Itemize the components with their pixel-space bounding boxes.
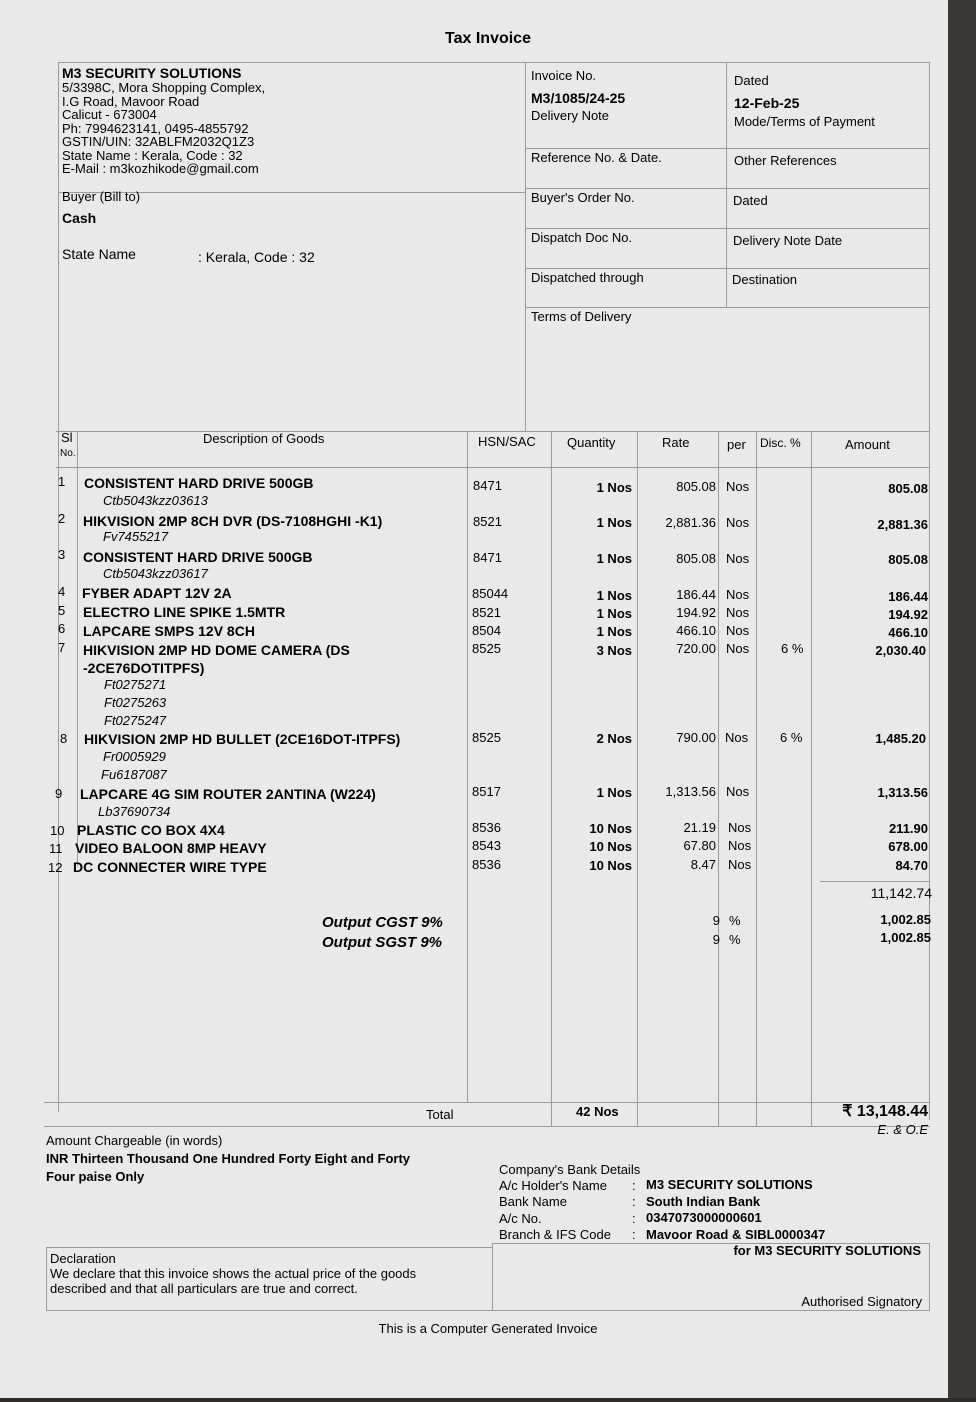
bank-name-label: Bank Name <box>499 1194 567 1209</box>
item-sl: 3 <box>58 547 66 562</box>
hline <box>525 188 930 189</box>
hline <box>525 268 930 269</box>
item-hsn: 8521 <box>472 605 501 620</box>
item-hsn: 8504 <box>472 623 501 638</box>
colon: : <box>632 1211 636 1226</box>
item-description: PLASTIC CO BOX 4X4 <box>77 822 225 838</box>
item-amount: 2,030.40 <box>875 643 926 658</box>
col-desc <box>467 431 468 1103</box>
item-description: CONSISTENT HARD DRIVE 500GB <box>83 549 313 565</box>
declaration-divider <box>492 1243 493 1311</box>
item-amount: 1,313.56 <box>877 785 928 800</box>
declaration-text-cont: described and that all particulars are true and correct. <box>50 1281 358 1296</box>
item-disc: 6 % <box>780 730 803 745</box>
item-amount: 466.10 <box>888 625 928 640</box>
item-serial: Lb37690734 <box>98 804 171 819</box>
item-rate: 67.80 <box>683 838 716 853</box>
item-hsn: 8525 <box>472 641 501 656</box>
amount-in-words: INR Thirteen Thousand One Hundred Forty Eight and Forty <box>46 1151 410 1166</box>
colon: : <box>632 1227 636 1242</box>
item-sl: 4 <box>58 584 66 599</box>
item-sl: 5 <box>58 603 66 618</box>
signature-right <box>929 1243 930 1311</box>
buyer-state-label: State Name <box>62 246 136 262</box>
sgst-amount: 1,002.85 <box>880 930 931 945</box>
item-per: Nos <box>726 479 750 494</box>
signature-for: for M3 SECURITY SOLUTIONS <box>733 1243 921 1258</box>
item-per: Nos <box>728 857 752 872</box>
item-qty: 1 Nos <box>596 551 632 566</box>
item-rate: 805.08 <box>676 551 716 566</box>
col-header-qty: Quantity <box>567 435 616 450</box>
item-description: DC CONNECTER WIRE TYPE <box>73 859 267 875</box>
item-per: Nos <box>726 551 750 566</box>
buyer-name: Cash <box>62 210 97 226</box>
header-divider <box>525 62 526 432</box>
item-qty: 1 Nos <box>596 785 632 800</box>
col-disc <box>811 431 812 1127</box>
item-rate: 466.10 <box>676 623 716 638</box>
item-rate: 194.92 <box>676 605 716 620</box>
item-per: Nos <box>726 641 750 656</box>
item-qty: 1 Nos <box>596 606 632 621</box>
dispatch-doc: Dispatch Doc No. <box>531 230 633 245</box>
invoice-no: M3/1085/24-25 <box>531 90 626 106</box>
col-header-per: per <box>727 437 746 452</box>
item-serial: Ft0275271 <box>104 677 167 692</box>
item-per: Nos <box>728 820 752 835</box>
item-qty: 3 Nos <box>596 643 632 658</box>
branch-label: Branch & IFS Code <box>499 1227 611 1242</box>
seller-gstin: GSTIN/UIN: 32ABLFM2032Q1Z3 <box>62 134 255 149</box>
item-description: CONSISTENT HARD DRIVE 500GB <box>84 475 314 491</box>
item-serial: Ctb5043kzz03613 <box>103 493 208 508</box>
item-rate: 186.44 <box>676 587 716 602</box>
item-rate: 21.19 <box>683 820 716 835</box>
item-description: ELECTRO LINE SPIKE 1.5MTR <box>83 604 286 620</box>
item-serial: Ft0275263 <box>104 695 167 710</box>
subtotal-line <box>820 881 930 882</box>
hline <box>525 228 930 229</box>
item-sl: 7 <box>58 640 66 655</box>
item-description-cont: -2CE76DOTITPFS) <box>83 660 205 676</box>
item-qty: 1 Nos <box>596 624 632 639</box>
page-title: Tax Invoice <box>445 30 531 47</box>
item-hsn: 8471 <box>473 478 502 493</box>
item-per: Nos <box>725 730 749 745</box>
table-header-bottom <box>56 467 930 468</box>
branch: Mavoor Road & SIBL0000347 <box>646 1227 826 1242</box>
delivery-note-date: Delivery Note Date <box>733 233 843 248</box>
total-qty: 42 Nos <box>576 1104 619 1119</box>
cgst-label: Output CGST 9% <box>322 914 443 931</box>
destination: Destination <box>732 272 798 287</box>
item-serial: Fu6187087 <box>101 767 167 782</box>
item-description: HIKVISION 2MP 8CH DVR (DS-7108HGHI -K1) <box>83 513 383 529</box>
seller-name: M3 SECURITY SOLUTIONS <box>62 65 242 81</box>
item-per: Nos <box>726 605 750 620</box>
item-hsn: 8536 <box>472 857 501 872</box>
item-rate: 720.00 <box>676 641 716 656</box>
dated-label: Dated <box>734 73 769 88</box>
bottom-line <box>46 1310 930 1311</box>
item-qty: 10 Nos <box>589 839 632 854</box>
footer-note: This is a Computer Generated Invoice <box>378 1321 598 1336</box>
item-sl: 6 <box>58 621 66 636</box>
item-amount: 805.08 <box>888 552 928 567</box>
item-qty: 1 Nos <box>596 515 632 530</box>
seller-address: I.G Road, Mavoor Road <box>62 93 200 109</box>
buyers-order: Buyer's Order No. <box>531 190 635 205</box>
item-amount: 678.00 <box>888 839 928 854</box>
colon: : <box>632 1194 636 1209</box>
declaration-label: Declaration <box>50 1251 116 1266</box>
col-header-amount: Amount <box>845 437 890 452</box>
item-sl: 8 <box>60 731 68 746</box>
item-description: HIKVISION 2MP HD DOME CAMERA (DS <box>83 642 350 658</box>
col-header-sl: Sl <box>61 430 73 445</box>
acno-label: A/c No. <box>499 1211 542 1226</box>
col-sl <box>77 431 78 866</box>
item-amount: 211.90 <box>888 821 928 836</box>
seller-email: E-Mail : m3kozhikode@gmail.com <box>62 161 259 176</box>
seller-state: State Name : Kerala, Code : 32 <box>62 147 243 163</box>
col-hsn <box>551 431 552 1127</box>
item-amount: 194.92 <box>888 607 928 622</box>
item-description: HIKVISION 2MP HD BULLET (2CE16DOT-ITPFS) <box>84 731 401 747</box>
sgst-unit: % <box>729 932 741 947</box>
col-per <box>756 431 757 1127</box>
seller-address: 5/3398C, Mora Shopping Complex, <box>62 80 266 95</box>
seller-phone: Ph: 7994623141, 0495-4855792 <box>62 120 249 136</box>
item-serial: Fr0005929 <box>103 749 166 764</box>
page-edge <box>948 0 976 1402</box>
item-qty: 2 Nos <box>596 731 632 746</box>
col-qty <box>637 431 638 1127</box>
total-top-line <box>44 1102 930 1103</box>
declaration-top <box>46 1247 492 1248</box>
eoe: E. & O.E <box>877 1122 928 1137</box>
item-serial: Ctb5043kzz03617 <box>103 566 208 581</box>
col-header-desc: Description of Goods <box>203 431 325 446</box>
col-header-rate: Rate <box>662 435 690 450</box>
item-hsn: 85044 <box>472 586 509 601</box>
item-sl: 10 <box>50 823 65 838</box>
item-description: VIDEO BALOON 8MP HEAVY <box>75 840 267 856</box>
item-qty: 1 Nos <box>596 480 632 495</box>
cgst-unit: % <box>729 913 741 928</box>
item-qty: 10 Nos <box>589 858 632 873</box>
header-mid-divider <box>726 62 727 308</box>
item-disc: 6 % <box>781 641 804 656</box>
item-amount: 186.44 <box>888 589 928 604</box>
item-rate: 790.00 <box>676 730 716 745</box>
item-per: Nos <box>726 623 750 638</box>
buyer-label: Buyer (Bill to) <box>62 189 141 204</box>
declaration-text: We declare that this invoice shows the actual price of the goods <box>50 1266 417 1281</box>
cgst-amount: 1,002.85 <box>880 912 931 927</box>
bank-holder-label: A/c Holder's Name <box>499 1178 607 1193</box>
hline <box>525 148 930 149</box>
delivery-note: Delivery Note <box>531 108 610 123</box>
bank-name: South Indian Bank <box>646 1194 761 1209</box>
authorised-signatory: Authorised Signatory <box>801 1294 922 1309</box>
item-hsn: 8471 <box>473 550 502 565</box>
invoice-date: 12-Feb-25 <box>734 95 800 111</box>
dispatched-through: Dispatched through <box>531 270 644 285</box>
item-sl: 11 <box>49 841 63 856</box>
sgst-rate: 9 <box>712 932 720 947</box>
bank-title: Company's Bank Details <box>499 1162 641 1177</box>
other-references: Other References <box>734 153 837 168</box>
words-label: Amount Chargeable (in words) <box>46 1133 223 1148</box>
item-sl: 9 <box>55 786 63 801</box>
item-description: LAPCARE 4G SIM ROUTER 2ANTINA (W224) <box>80 786 376 802</box>
item-serial: Fv7455217 <box>103 529 169 544</box>
col-header-hsn: HSN/SAC <box>478 434 536 449</box>
item-qty: 10 Nos <box>589 821 632 836</box>
item-serial: Ft0275247 <box>104 713 167 728</box>
item-qty: 1 Nos <box>596 588 632 603</box>
frame-right <box>929 62 930 1120</box>
item-hsn: 8517 <box>472 784 501 799</box>
sgst-label: Output SGST 9% <box>322 934 442 951</box>
item-per: Nos <box>728 838 752 853</box>
item-hsn: 8525 <box>472 730 501 745</box>
item-rate: 8.47 <box>690 857 716 872</box>
colon: : <box>632 1178 636 1193</box>
item-description: LAPCARE SMPS 12V 8CH <box>83 623 255 639</box>
item-sl: 12 <box>48 860 63 875</box>
reference-no: Reference No. & Date. <box>531 150 662 165</box>
item-hsn: 8521 <box>473 514 502 529</box>
item-amount: 2,881.36 <box>877 517 928 532</box>
table-top <box>56 431 930 432</box>
item-per: Nos <box>726 587 750 602</box>
col-header-disc: Disc. % <box>760 436 801 450</box>
item-description: FYBER ADAPT 12V 2A <box>82 585 232 601</box>
item-sl: 1 <box>58 474 66 489</box>
subtotal: 11,142.74 <box>870 885 932 901</box>
col-rate <box>718 431 719 1127</box>
total-amount: ₹ 13,148.44 <box>842 1103 928 1120</box>
seller-address: Calicut - 673004 <box>62 107 157 122</box>
hline <box>525 307 930 308</box>
item-amount: 805.08 <box>888 481 928 496</box>
item-sl: 2 <box>58 511 66 526</box>
item-rate: 1,313.56 <box>665 784 716 799</box>
bank-holder: M3 SECURITY SOLUTIONS <box>646 1177 813 1192</box>
item-amount: 1,485.20 <box>875 731 926 746</box>
item-per: Nos <box>726 784 750 799</box>
item-rate: 805.08 <box>676 479 716 494</box>
cgst-rate: 9 <box>712 913 720 928</box>
total-bottom-line <box>44 1126 930 1127</box>
page-bottom-edge <box>0 1398 976 1402</box>
col-header-no: No. <box>60 448 76 459</box>
terms-of-delivery: Terms of Delivery <box>531 309 632 324</box>
frame-top <box>58 62 930 63</box>
invoice-no-label: Invoice No. <box>531 68 597 83</box>
item-amount: 84.70 <box>895 858 928 873</box>
order-dated: Dated <box>733 193 768 208</box>
mode-terms: Mode/Terms of Payment <box>734 114 875 129</box>
item-rate: 2,881.36 <box>665 515 716 530</box>
acno: 0347073000000601 <box>646 1210 762 1225</box>
item-hsn: 8543 <box>472 838 501 853</box>
seller-block <box>62 65 522 176</box>
buyer-state-value: : Kerala, Code : 32 <box>198 249 315 265</box>
amount-in-words-cont: Four paise Only <box>46 1169 145 1184</box>
total-label: Total <box>426 1107 454 1122</box>
item-per: Nos <box>726 515 750 530</box>
item-hsn: 8536 <box>472 820 501 835</box>
declaration-left <box>46 1247 47 1310</box>
